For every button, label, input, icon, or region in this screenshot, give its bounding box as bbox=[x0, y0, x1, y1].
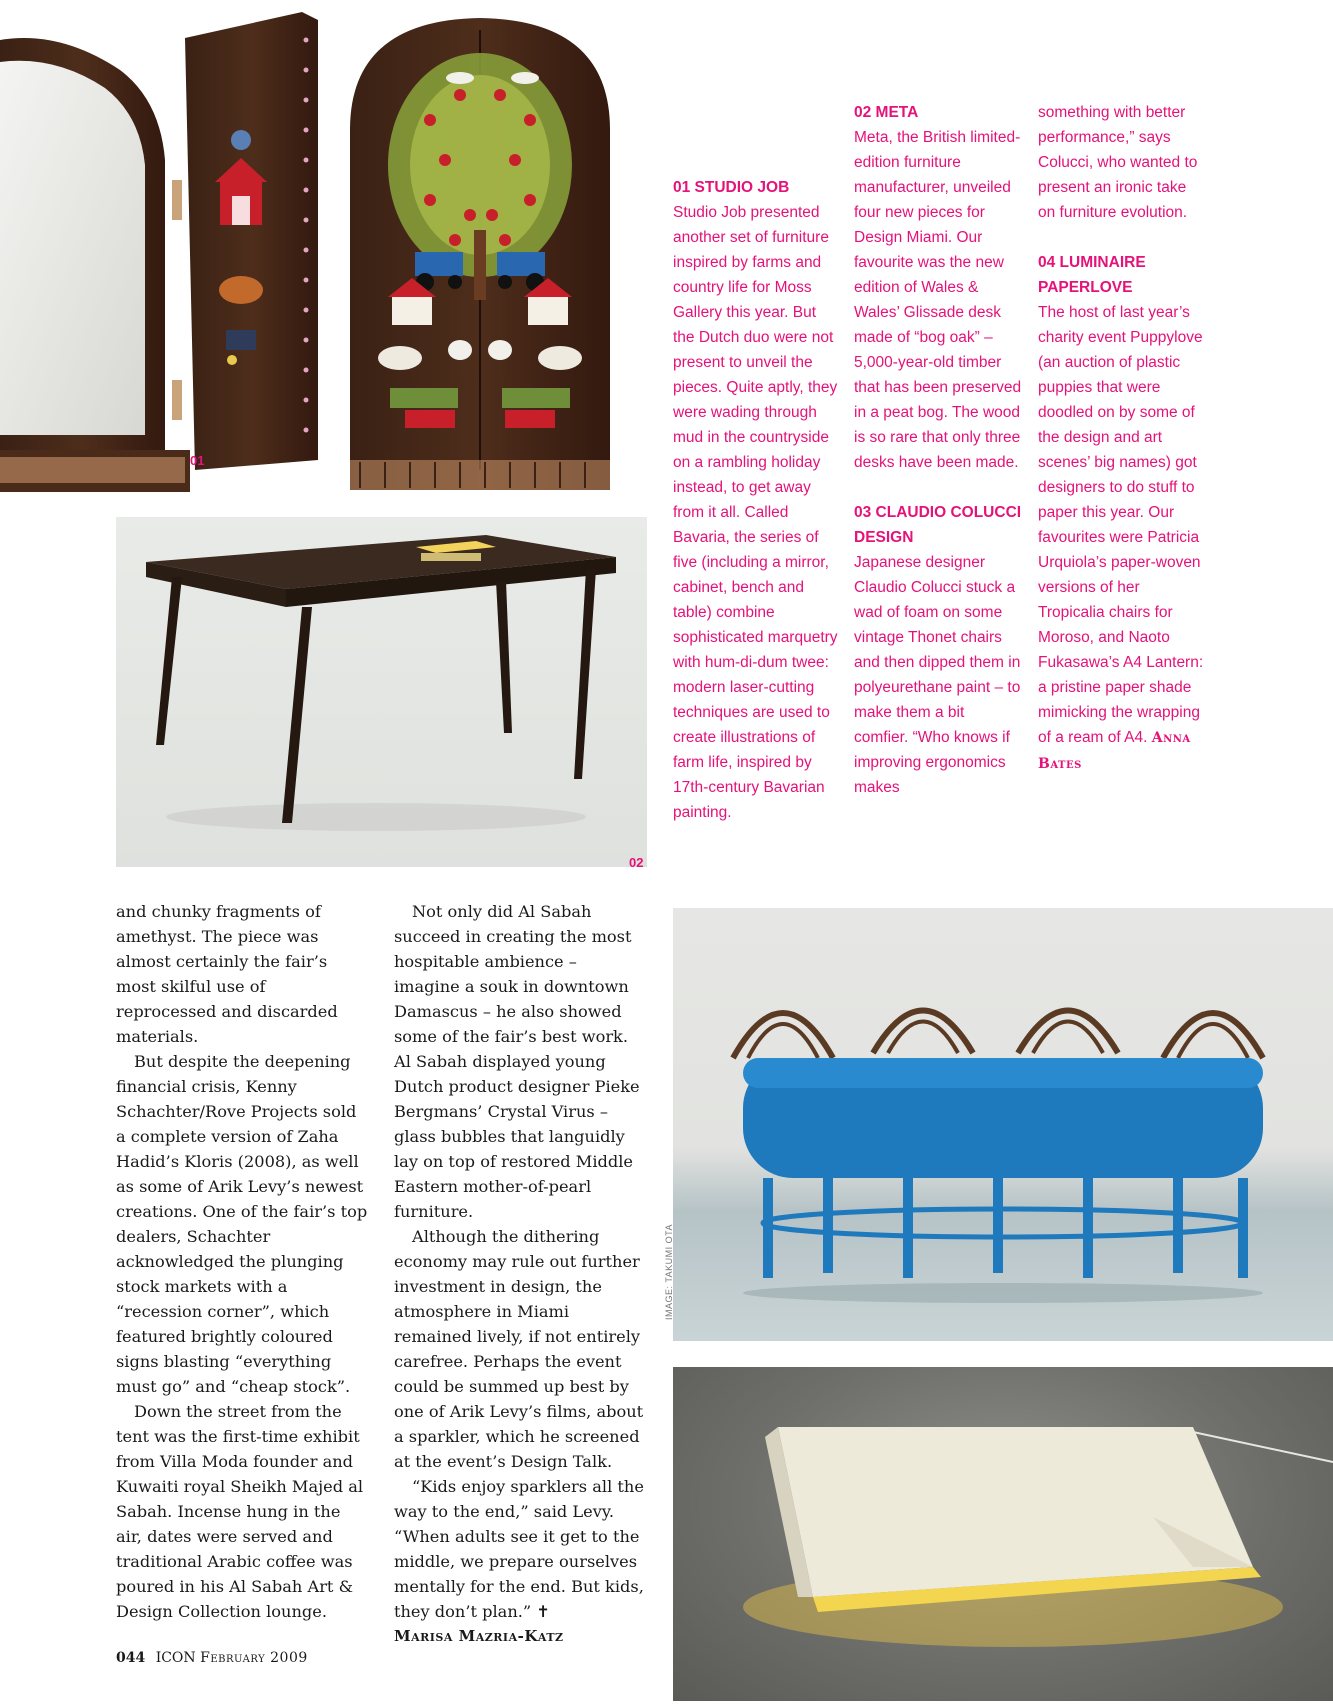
caption-text-continued: something with better performance,” says Colucci, who wanted to present an ironic take on furniture evolution. bbox=[1038, 104, 1198, 221]
page-footer bbox=[116, 1650, 308, 1666]
caption-meta-and-colucci bbox=[854, 100, 1022, 800]
caption-heading: 01 STUDIO JOB bbox=[673, 179, 790, 196]
caption-heading: 04 LUMINAIRE PAPERLOVE bbox=[1038, 254, 1146, 296]
article-paragraph: Down the street from the tent was the first-time exhibit from Villa Moda founder and Kuwaiti royal Sheikh Majed al Sabah. Incense hung in the air, dates were served and traditional Arabic coffee was poured in his Al Sabah Art & Design Collection lounge. bbox=[116, 1402, 364, 1621]
image-02-glissade-desk bbox=[116, 517, 647, 867]
article-byline: Marisa Mazria-Katz bbox=[394, 1627, 564, 1645]
article-paragraph: and chunky fragments of amethyst. The piece was almost certainly the fair’s most skilful use of reprocessed and discarded materials. bbox=[116, 902, 338, 1046]
article-paragraph bbox=[394, 1474, 647, 1624]
article-paragraph: But despite the deepening financial crisis, Kenny Schachter/Rove Projects sold a complete version of Zaha Hadid’s Kloris (2008), as well as some of Arik Levy’s newest creations. One of the fair’s top dealers, Schachter acknowledged the plunging stock markets with a “recession corner”, which featured brightly coloured signs blasting “everything must go” and “cheap stock”. bbox=[116, 1052, 368, 1396]
caption-text: Studio Job presented another set of furniture inspired by farms and country life for Moss Gallery this year. But the Dutch duo were not present to unveil the pieces. Quite aptly, they were wading through mud in the countryside on a rambling holiday instead, to get away from it all. Called Bavaria, the series of five (including a mirror, cabinet, bench and table) combine sophisticated marquetry with hum-di-dum twee: modern laser-cutting techniques are used to create illustrations of farm life, inspired by 17th-century Bavarian painting. bbox=[673, 204, 838, 821]
caption-text bbox=[1038, 300, 1206, 777]
image-04-a4-lantern bbox=[673, 1367, 1333, 1701]
end-mark-icon: ✝ bbox=[536, 1602, 550, 1621]
article-paragraph: Not only did Al Sabah succeed in creating the most hospitable ambience – imagine a souk in downtown Damascus – he also showed some of the fair’s best work. Al Sabah displayed young Dutch product designer Pieke Bergmans’ Crystal Virus – glass bubbles that languidly lay on top of restored Middle Eastern mother-of-pearl furniture. bbox=[394, 902, 640, 1221]
desk-illustration bbox=[116, 517, 647, 867]
caption-body: The host of last year’s charity event Puppylove (an auction of plastic puppies that were doodled on by some of the design and art scenes’ big names) got designers to do stuff to paper this year. Our favourites were Patricia Urquiola’s paper-woven versions of her Tropicalia chairs for Moroso, and Naoto Fukasawa’s A4 Lantern: a pristine paper shade mimicking the wrapping of a ream of A4. bbox=[1038, 304, 1204, 746]
image-03-colucci-chairs bbox=[673, 908, 1333, 1341]
studio-job-furniture-illustration bbox=[0, 0, 620, 500]
image-number-01: 01 bbox=[190, 453, 205, 468]
caption-text: Meta, the British limited-edition furniture manufacturer, unveiled four new pieces for Design Miami. Our favourite was the new edition of Wales & Wales’ Glissade desk made of “bog oak” – 5,000-year-old timber that has been preserved in a peat bog. The wood is so rare that only three desks have been made. bbox=[854, 129, 1022, 471]
caption-text: Japanese designer Claudio Colucci stuck a wad of foam on some vintage Thonet chairs and then dipped them in polyeurethane paint – to make them a bit comfier. “Who knows if improving ergonomics makes bbox=[854, 554, 1021, 796]
article-paragraph-text: “Kids enjoy sparklers all the way to the end,” said Levy. “When adults see it get to the middle, we prepare ourselves mentally for the end. But kids, they don’t plan.” bbox=[394, 1477, 644, 1621]
caption-heading: 02 META bbox=[854, 104, 919, 121]
lantern-illustration bbox=[673, 1367, 1333, 1701]
image-number-02: 02 bbox=[629, 855, 644, 870]
article-column-2 bbox=[394, 899, 647, 1649]
image-credit: IMAGE: TAKUMI OTA bbox=[664, 1223, 674, 1320]
magazine-name: ICON bbox=[155, 1650, 196, 1666]
article-paragraph: Although the dithering economy may rule out further investment in design, the atmosphere in Miami remained lively, if not entirely carefree. Perhaps the event could be summed up best by one of Arik Levy’s films, about a sparkler, which he screened at the event’s Design Talk. bbox=[394, 1227, 644, 1471]
issue-date: February 2009 bbox=[200, 1650, 308, 1666]
image-01-studio-job bbox=[0, 0, 620, 500]
caption-heading: 03 CLAUDIO COLUCCI DESIGN bbox=[854, 504, 1022, 546]
chairs-illustration bbox=[673, 908, 1333, 1341]
caption-byline: Anna Bates bbox=[1038, 730, 1191, 772]
article-column-1 bbox=[116, 899, 369, 1624]
caption-colucci-continued-and-paperlove bbox=[1038, 100, 1206, 777]
page-number: 044 bbox=[116, 1650, 146, 1666]
caption-studio-job bbox=[673, 175, 841, 825]
